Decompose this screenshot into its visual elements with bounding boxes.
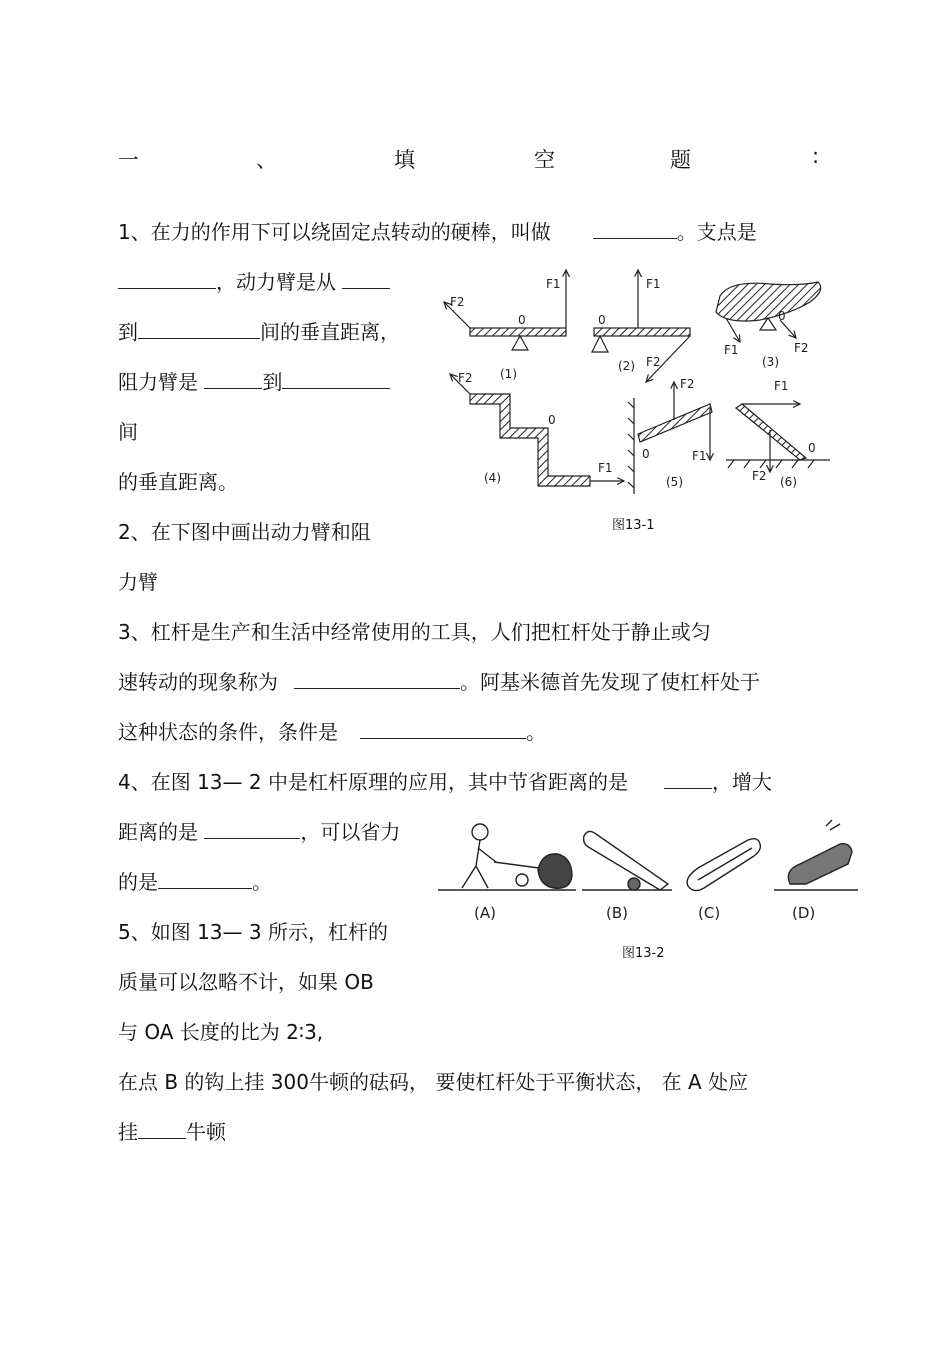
q5-line-3: 与 OA 长度的比为 2∶3, — [118, 1020, 324, 1044]
pivot-label: 0 — [778, 309, 786, 323]
force-label: F1 — [724, 343, 739, 357]
force-label: F2 — [458, 371, 473, 385]
pivot-label: 0 — [518, 313, 526, 327]
answer-blank[interactable] — [118, 270, 216, 289]
diagram-number: (6) — [780, 475, 797, 489]
q4-text: 距离的是 — [118, 820, 198, 844]
q4-text: 4、在图 13— 2 中是杠杆原理的应用，其中节省距离的是 — [118, 770, 628, 794]
answer-blank[interactable] — [158, 870, 252, 889]
q3-line-2 — [118, 670, 760, 694]
force-label: F1 — [646, 277, 661, 291]
answer-blank[interactable] — [204, 820, 300, 839]
option-label: (A) — [474, 904, 496, 922]
q4-line-2 — [118, 820, 400, 844]
lever-bar — [470, 328, 566, 336]
figure-13-2 — [436, 818, 860, 928]
q1-text: 间的垂直距离， — [260, 320, 400, 344]
answer-blank[interactable] — [282, 370, 390, 389]
answer-blank[interactable] — [360, 720, 526, 739]
heading-char: 填 — [394, 148, 415, 172]
q1-text: 阻力臂是 — [118, 370, 198, 394]
q3-text: 速转动的现象称为 — [118, 670, 278, 694]
q5-line-5 — [118, 1120, 226, 1144]
lever-bar — [594, 328, 690, 336]
option-label: (D) — [792, 904, 816, 922]
diagram-number: (1) — [500, 367, 517, 381]
answer-blank[interactable] — [138, 1120, 186, 1139]
force-label: F1 — [546, 277, 561, 291]
q1-text: 1、在力的作用下可以绕固定点转动的硬棒，叫做 — [118, 220, 551, 244]
q5-line-1: 5、如图 13— 3 所示，杠杆的 — [118, 920, 388, 944]
answer-blank[interactable] — [138, 320, 260, 339]
figure-13-1 — [430, 262, 840, 498]
q3-text: 。阿基米德首先发现了使杠杆处于 — [460, 670, 760, 694]
diagram-number: (3) — [762, 355, 779, 369]
q4-text: 的是 — [118, 870, 158, 894]
force-label: F1 — [692, 449, 707, 463]
force-label: F1 — [774, 379, 789, 393]
q1-line-1 — [118, 220, 757, 244]
rock — [538, 854, 572, 888]
q5-line-4: 在点 B 的钩上挂 300牛顿的砝码， 要使杠杆处于平衡状态， 在 A 处应 — [118, 1070, 749, 1094]
force-label: F2 — [752, 469, 767, 483]
force-label: F2 — [450, 295, 465, 309]
fulcrum-icon — [512, 336, 528, 350]
q1-text: 到 — [262, 370, 283, 394]
answer-blank[interactable] — [204, 370, 262, 389]
force-label: F2 — [646, 355, 661, 369]
q2-line-1: 2、在下图中画出动力臂和阻 — [118, 520, 371, 544]
person-head — [472, 824, 488, 840]
answer-blank[interactable] — [294, 670, 460, 689]
q1-text: 到 — [118, 320, 138, 344]
pivot-label: 0 — [808, 441, 816, 455]
force-label: F1 — [598, 461, 613, 475]
q2-line-2: 力臂 — [118, 570, 158, 594]
q4-line-1 — [118, 770, 772, 794]
pivot-label: 0 — [642, 447, 650, 461]
fulcrum-stone — [516, 874, 528, 886]
hand-icon — [826, 820, 840, 830]
q3-line-1: 3、杠杆是生产和生活中经常使用的工具，人们把杠杆处于静止或匀 — [118, 620, 711, 644]
option-label: (C) — [698, 904, 721, 922]
person-body — [462, 840, 496, 888]
heading-char: : — [812, 144, 820, 168]
tool-b — [584, 831, 668, 890]
diagram-number: (2) — [618, 359, 635, 373]
q5-text: 挂 — [118, 1120, 138, 1144]
q1-line-6: 的垂直距离。 — [118, 470, 238, 494]
heading-char: 、 — [256, 148, 277, 172]
q4-line-3 — [118, 870, 272, 894]
pivot-label: 0 — [548, 413, 556, 427]
lever-bar — [736, 404, 806, 460]
q1-line-2 — [118, 270, 390, 294]
q1-line-3 — [118, 320, 400, 344]
heading-char: 一 — [118, 148, 139, 172]
figure-13-1-caption: 图13-1 — [612, 518, 655, 533]
q1-text: 。支点是 — [676, 220, 757, 244]
q3-text: 。 — [526, 720, 546, 744]
q3-line-3 — [118, 720, 546, 744]
q1-line-4 — [118, 370, 390, 394]
figure-13-2-caption: 图13-2 — [622, 946, 665, 961]
tool-d — [788, 844, 852, 884]
pivot-label: 0 — [598, 313, 606, 327]
q3-text: 这种状态的条件，条件是 — [118, 720, 338, 744]
lever-bar — [638, 404, 712, 442]
diagram-number: (4) — [484, 471, 501, 485]
heading-char: 空 — [534, 148, 555, 172]
answer-blank[interactable] — [342, 270, 390, 289]
force-label: F2 — [680, 377, 695, 391]
q1-line-5: 间 — [118, 420, 138, 444]
q4-text: ，可以省力 — [300, 820, 401, 844]
force-label: F2 — [794, 341, 809, 355]
q5-line-2: 质量可以忽略不计，如果 OB — [118, 970, 374, 994]
diagram-number: (5) — [666, 475, 683, 489]
q1-text: ，动力臂是从 — [216, 270, 336, 294]
lever-bar — [716, 282, 821, 321]
answer-blank[interactable] — [664, 770, 712, 789]
fulcrum-icon — [592, 336, 608, 352]
fulcrum-stone — [628, 878, 640, 890]
q4-text: 。 — [252, 870, 272, 894]
q4-text: ，增大 — [711, 770, 772, 794]
answer-blank[interactable] — [593, 220, 677, 239]
option-label: (B) — [606, 904, 628, 922]
heading-char: 题 — [670, 148, 691, 172]
q5-text: 牛顿 — [186, 1120, 226, 1144]
